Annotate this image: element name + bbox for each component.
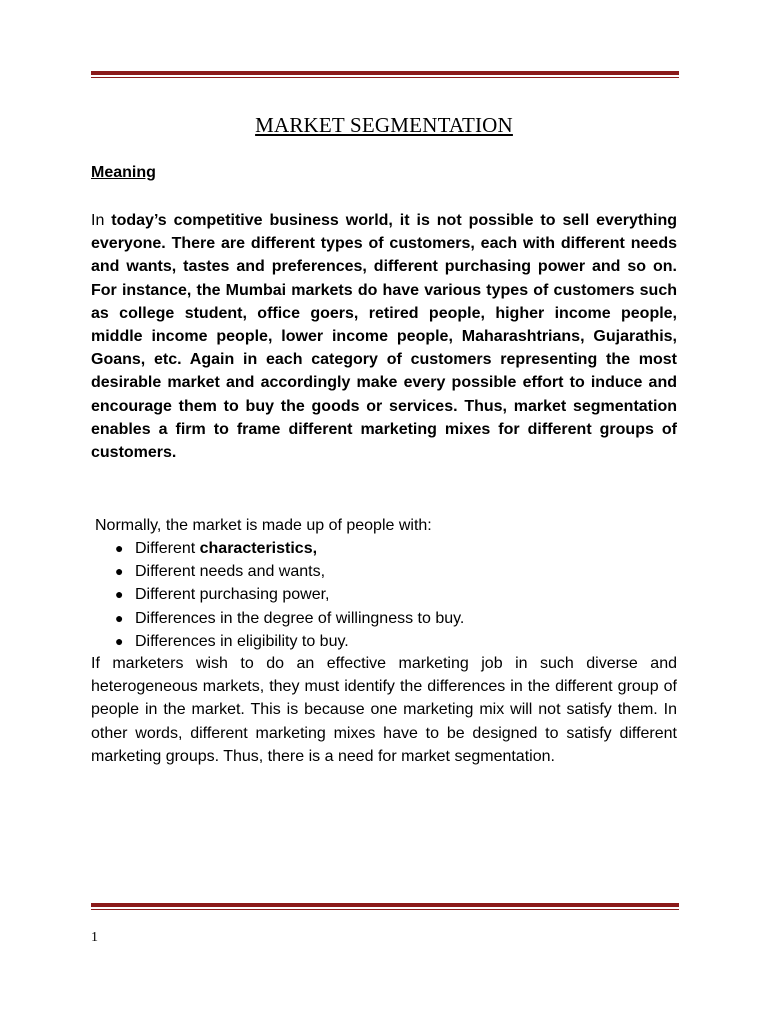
page-title: MARKET SEGMENTATION: [255, 113, 513, 137]
list-item-emphasis: characteristics,: [199, 540, 318, 557]
list-item: [91, 630, 464, 653]
list-item: [91, 583, 464, 606]
header-rule: [91, 71, 679, 78]
paragraph-body: today’s competitive business world, it is not possible to sell everything everyone. There are different types of customers, each with different needs and wants, tastes and preferences, different purchasing power and so on. For instance, the Mumbai markets do have various types of customers such as college student, office goers, retired people, higher income people, middle income people, lower income people, Maharashtrians, Gujarathis, Goans, etc. Again in each category of customers representing the most desirable market and accordingly make every possible effort to induce and encourage them to buy the goods or services. Thus, market segmentation enables a firm to frame different marketing mixes for different groups of customers.: [91, 212, 677, 462]
bullet-icon: ●: [115, 632, 124, 649]
list-item: [91, 607, 464, 630]
paragraph-meaning: [91, 209, 677, 464]
list-item-text: Differences in the degree of willingness to buy.: [135, 609, 465, 627]
intro-line: Normally, the market is made up of people with:: [95, 517, 432, 534]
list-item: [91, 537, 464, 560]
page-number: 1: [91, 930, 98, 945]
bullet-icon: ●: [115, 609, 124, 626]
list-item-text: Different purchasing power,: [135, 586, 330, 604]
footer-rule: [91, 903, 679, 910]
paragraph-lead: In: [91, 212, 105, 229]
bullet-icon: ●: [115, 586, 124, 603]
bullet-list: [91, 537, 464, 653]
bullet-icon: ●: [115, 540, 124, 556]
list-item: [91, 560, 464, 583]
bullet-icon: ●: [115, 563, 124, 580]
list-item-text: Different: [135, 540, 200, 557]
list-item-text: Differences in eligibility to buy.: [135, 632, 349, 650]
paragraph-closing: If marketers wish to do an effective marketing job in such diverse and heterogeneous markets, they must identify the differences in the different group of people in the market. This is because one marketing mix will not satisfy them. In other words, different marketing mixes have to be designed to satisfy different marketing groups. Thus, there is a need for market segmentation.: [91, 655, 677, 765]
section-heading: Meaning: [91, 164, 156, 181]
list-item-text: Different needs and wants,: [135, 563, 326, 581]
